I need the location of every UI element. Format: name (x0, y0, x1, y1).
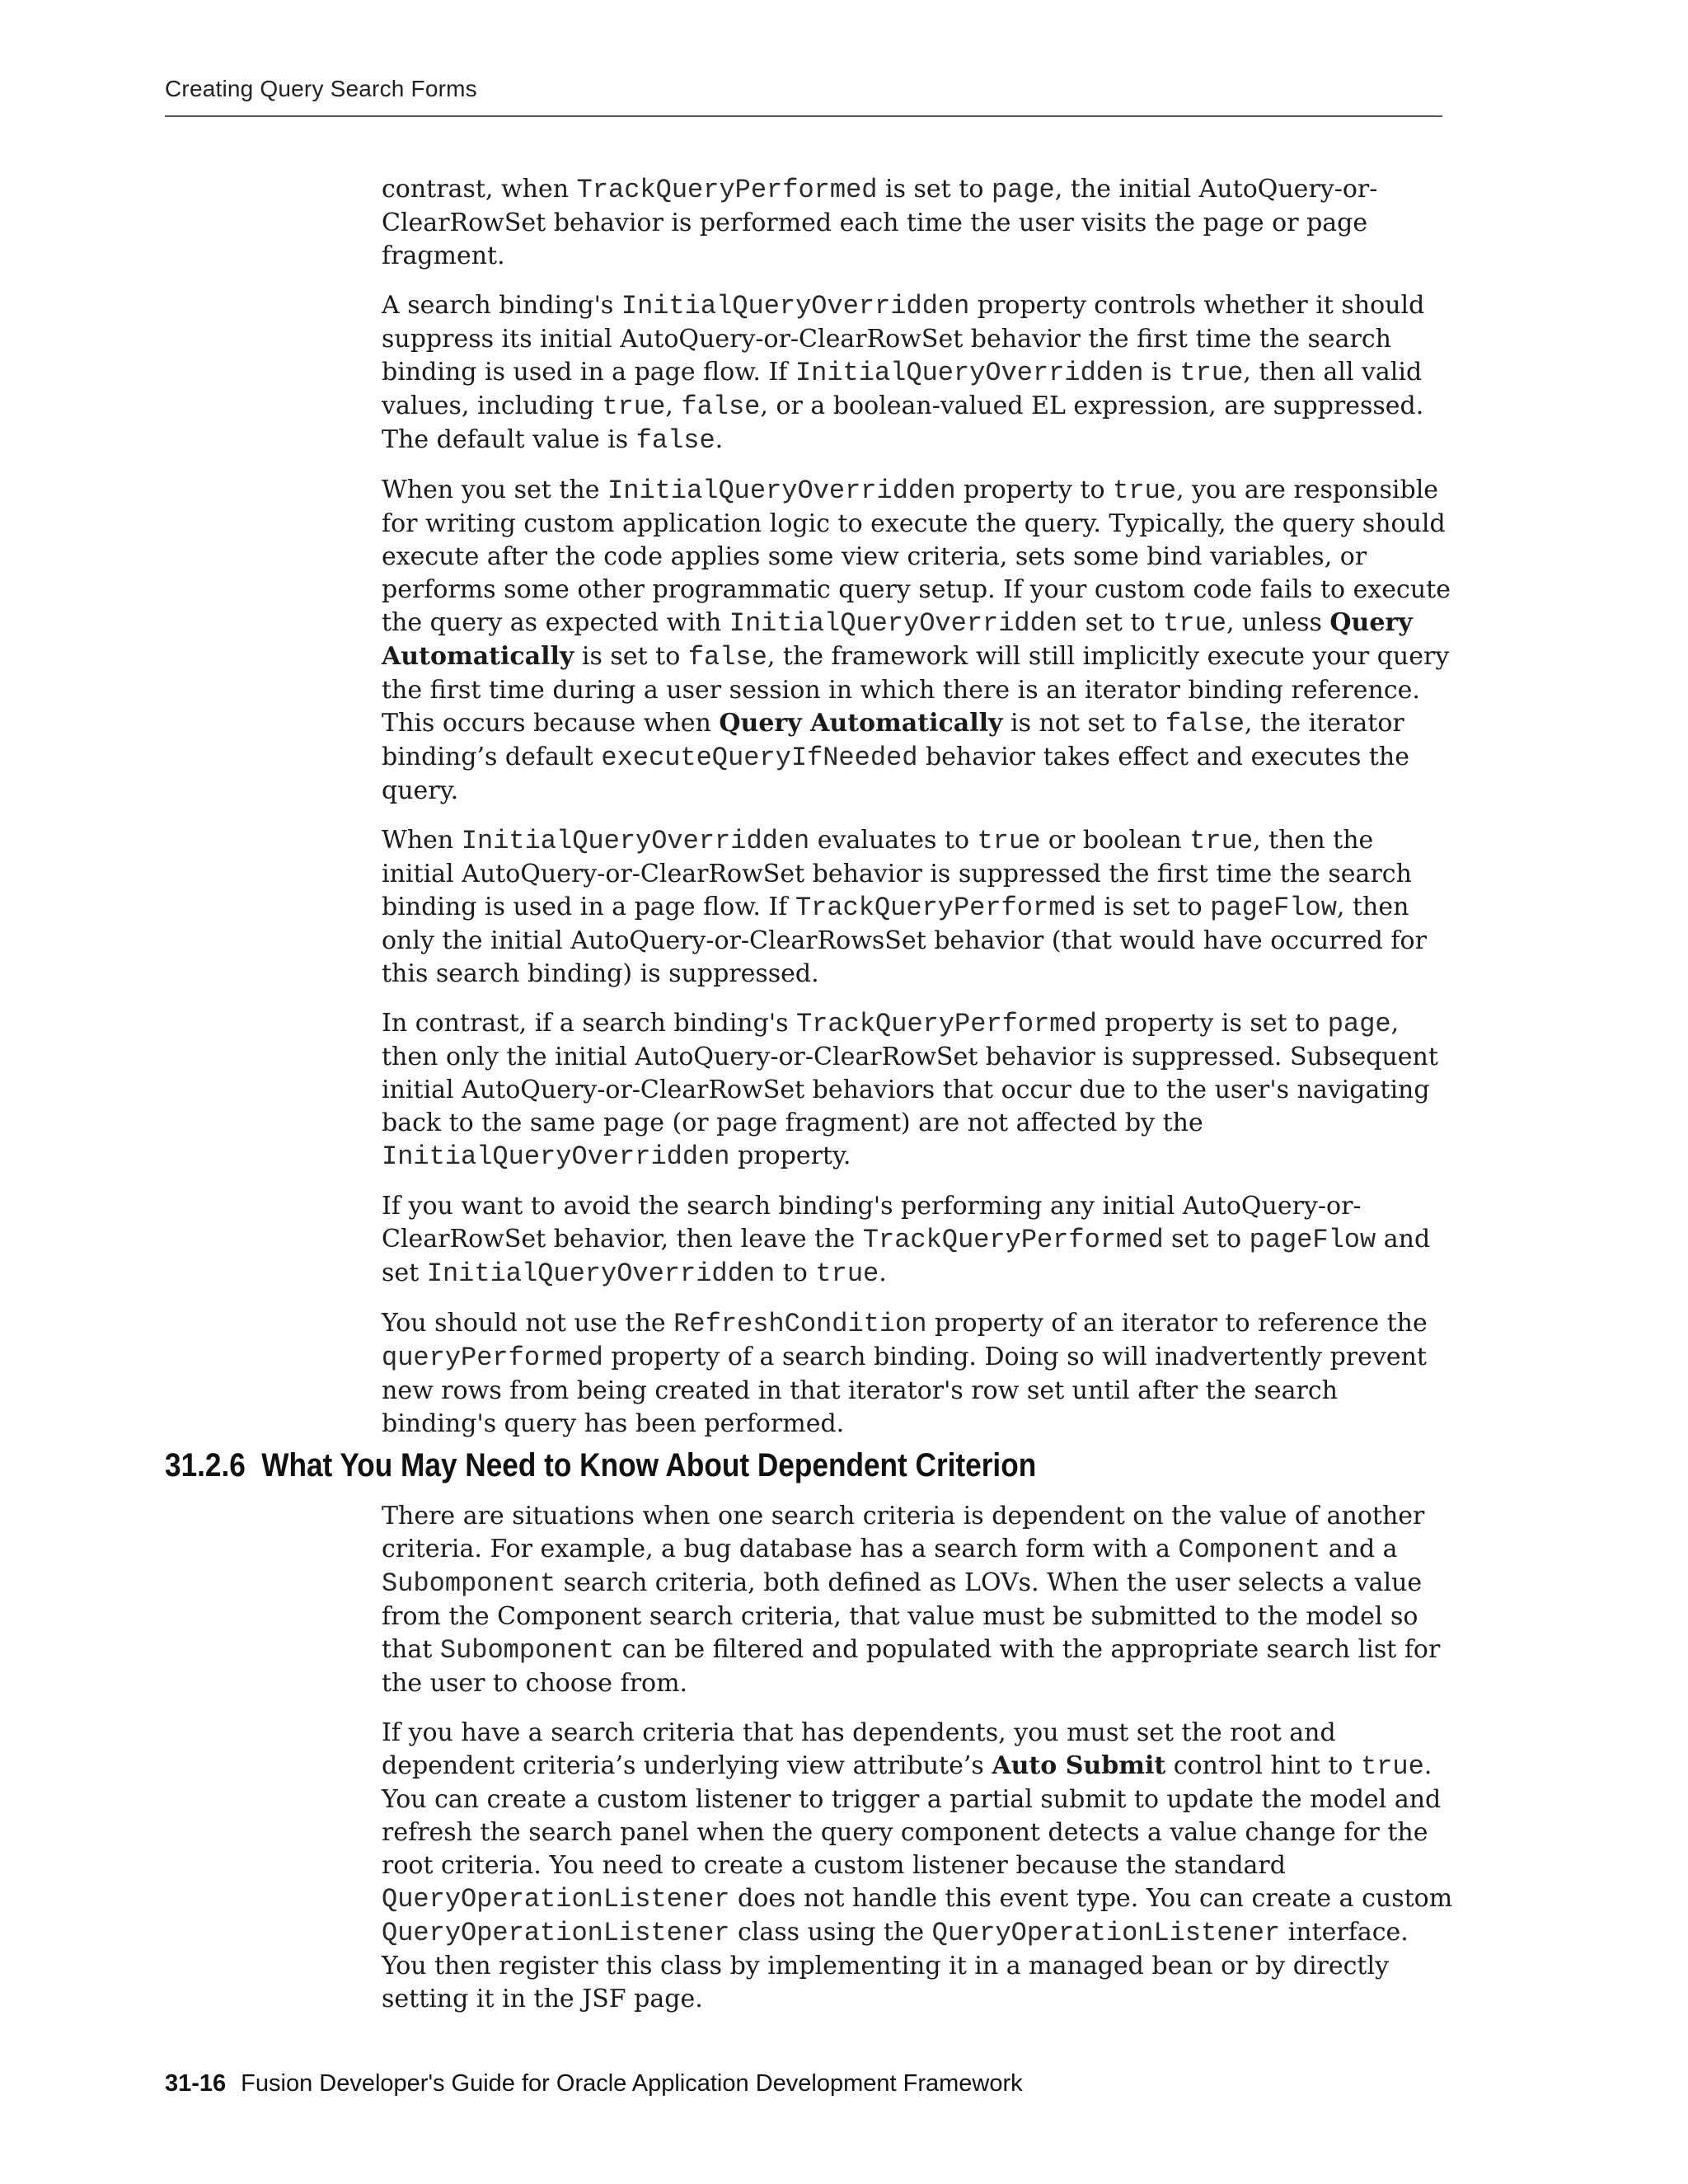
text-run: There are situations when one search criteria is dependent on the value of another criteria. For example, a bug database has a search form with a (382, 1502, 1425, 1563)
text-run: to (775, 1258, 816, 1287)
inline-code: Subomponent (439, 1635, 615, 1666)
text-run: , the iterator binding’s default (382, 709, 1404, 771)
header-rule (165, 115, 1442, 117)
text-run: or boolean (1040, 826, 1190, 855)
text-run: does not handle this event type. You can create a custom (729, 1884, 1453, 1913)
body-text-top (382, 173, 1453, 1457)
text-run: control hint to (1165, 1751, 1361, 1780)
paragraph (382, 289, 1453, 457)
inline-code: QueryOperationListener (382, 1884, 730, 1915)
inline-code: false (1165, 709, 1245, 739)
inline-code: TrackQueryPerformed (862, 1225, 1164, 1255)
inline-code: TrackQueryPerformed (796, 1009, 1097, 1039)
inline-code: true (1113, 476, 1176, 506)
text-run: property to (955, 476, 1114, 504)
inline-code: InitialQueryOverridden (607, 476, 956, 506)
inline-code: TrackQueryPerformed (795, 893, 1096, 923)
text-run: If you have a search criteria that has dependents, you must set the root and dependent criteria’s underlying view attribute’s (382, 1718, 1336, 1780)
inline-code: InitialQueryOverridden (426, 1258, 776, 1289)
running-header: Creating Query Search Forms (165, 76, 477, 101)
inline-code: page (1327, 1009, 1391, 1039)
page-number: 31-16 (165, 2070, 227, 2097)
text-run: and set (382, 1225, 1431, 1287)
text-run: is (1143, 358, 1180, 387)
text-run: property of a search binding. Doing so will inadvertently prevent new rows from being created in that iterator's row set until after the search binding's query has been performed. (382, 1343, 1427, 1438)
text-run: In contrast, if a search binding's (382, 1009, 797, 1038)
inline-code: RefreshCondition (673, 1309, 927, 1339)
text-run: When you set the (382, 476, 608, 504)
inline-code: page (991, 175, 1055, 205)
text-run: When (382, 826, 462, 855)
paragraph (382, 173, 1453, 273)
text-run: , then only the initial AutoQuery-or-ClearRowSet behavior is suppressed. Subsequent initial AutoQuery-or-ClearRowSet behaviors that occur due to the user's navigating back to the same page (or page fragment) are not affected by the (382, 1009, 1438, 1137)
inline-code: InitialQueryOverridden (382, 1141, 730, 1172)
inline-code: true (1163, 608, 1226, 639)
bold-term: Query Automatically (382, 608, 1413, 671)
text-run: You should not use the (382, 1309, 674, 1338)
text-run: , then all valid values, including (382, 358, 1423, 420)
text-run: , you are responsible for writing custom application logic to execute the query. Typically, the query should execute after the code applies some view criteria, sets some bind variables, or performs some other programmatic query setup. If your custom code fails to execute the query as expected with (382, 476, 1451, 637)
inline-code: queryPerformed (382, 1343, 603, 1373)
paragraph (382, 1007, 1453, 1174)
text-run: set to (1077, 608, 1164, 637)
text-run: is set to (877, 175, 992, 204)
text-run: , then the initial AutoQuery-or-ClearRowSet behavior is suppressed the first time the search binding is used in a page flow. If (382, 826, 1412, 921)
text-run: can be filtered and populated with the appropriate search list for the user to choose from. (382, 1635, 1441, 1698)
inline-code: false (635, 425, 715, 456)
text-run: A search binding's (382, 291, 621, 320)
paragraph (382, 1717, 1453, 2016)
inline-code: true (1361, 1751, 1424, 1782)
inline-code: InitialQueryOverridden (461, 826, 810, 856)
inline-code: false (687, 642, 767, 673)
inline-code: pageFlow (1210, 893, 1337, 923)
text-run: property of an iterator to reference the (926, 1309, 1428, 1338)
text-run: behavior takes effect and executes the query. (382, 743, 1410, 805)
text-run: is not set to (1002, 709, 1165, 738)
text-run: search criteria, both defined as LOVs. When the user selects a value from the Component search criteria, that value must be submitted to the model so that (382, 1568, 1423, 1664)
inline-code: executeQueryIfNeeded (601, 743, 918, 773)
inline-code: true (1189, 826, 1254, 856)
text-run: property controls whether it should suppress its initial AutoQuery-or-ClearRowSet behavior the first time the search binding is used in a page flow. If (382, 291, 1425, 387)
inline-code: true (1179, 358, 1244, 388)
inline-code: pageFlow (1249, 1225, 1376, 1255)
text-run: , (665, 391, 682, 420)
inline-code: QueryOperationListener (931, 1918, 1281, 1948)
page-footer (165, 2070, 1023, 2097)
inline-code: InitialQueryOverridden (729, 608, 1078, 639)
inline-code: true (602, 391, 666, 422)
text-run: contrast, when (382, 175, 577, 204)
text-run: , unless (1226, 608, 1330, 637)
text-run: , or a boolean-valued EL expression, are suppressed. The default value is (382, 391, 1424, 454)
text-run: interface. You then register this class by implementing it in a managed bean or by directly setting it in the JSF page. (382, 1918, 1409, 2013)
section-title: What You May Need to Know About Dependent Criterion (261, 1447, 1037, 1483)
text-run: evaluates to (809, 826, 978, 855)
paragraph (382, 474, 1453, 808)
text-run: property. (729, 1141, 851, 1170)
inline-code: InitialQueryOverridden (621, 291, 970, 321)
paragraph (382, 1500, 1453, 1700)
text-run: . (715, 425, 724, 454)
text-run: set to (1163, 1225, 1250, 1254)
inline-code: Subomponent (382, 1568, 556, 1599)
inline-code: Component (1178, 1535, 1321, 1565)
section-heading (165, 1445, 1036, 1486)
text-run: property is set to (1096, 1009, 1328, 1038)
section-number: 31.2.6 (165, 1447, 246, 1483)
text-run: . (879, 1258, 887, 1287)
body-text-section (382, 1500, 1453, 2032)
paragraph (382, 1307, 1453, 1441)
bold-term: Query Automatically (719, 709, 1003, 738)
text-run: , the initial AutoQuery-or-ClearRowSet behavior is performed each time the user visits the page or page fragment. (382, 175, 1378, 270)
text-run: class using the (729, 1918, 932, 1947)
inline-code: TrackQueryPerformed (576, 175, 878, 205)
text-run: . You can create a custom listener to trigger a partial submit to update the model and refresh the search panel when the query component detects a value change for the root criteria. You need to create a custom listener because the standard (382, 1751, 1442, 1880)
bold-term: Auto Submit (992, 1751, 1166, 1780)
inline-code: InitialQueryOverridden (795, 358, 1144, 388)
text-run: is set to (1095, 893, 1211, 921)
book-title: Fusion Developer's Guide for Oracle Application Development Framework (241, 2070, 1023, 2097)
text-run: , then only the initial AutoQuery-or-ClearRowsSet behavior (that would have occurred for this search binding) is suppressed. (382, 893, 1427, 988)
inline-code: QueryOperationListener (382, 1918, 730, 1948)
inline-code: true (977, 826, 1041, 856)
paragraph (382, 1190, 1453, 1291)
text-run: , the framework will still implicitly execute your query the first time during a user session in which there is an iterator binding reference. This occurs because when (382, 642, 1450, 738)
inline-code: true (815, 1258, 879, 1289)
text-run: and a (1320, 1535, 1398, 1563)
text-run: is set to (574, 642, 688, 671)
paragraph (382, 824, 1453, 991)
text-run: If you want to avoid the search binding's performing any initial AutoQuery-or-ClearRowSet behavior, then leave the (382, 1192, 1362, 1254)
inline-code: false (681, 391, 761, 422)
